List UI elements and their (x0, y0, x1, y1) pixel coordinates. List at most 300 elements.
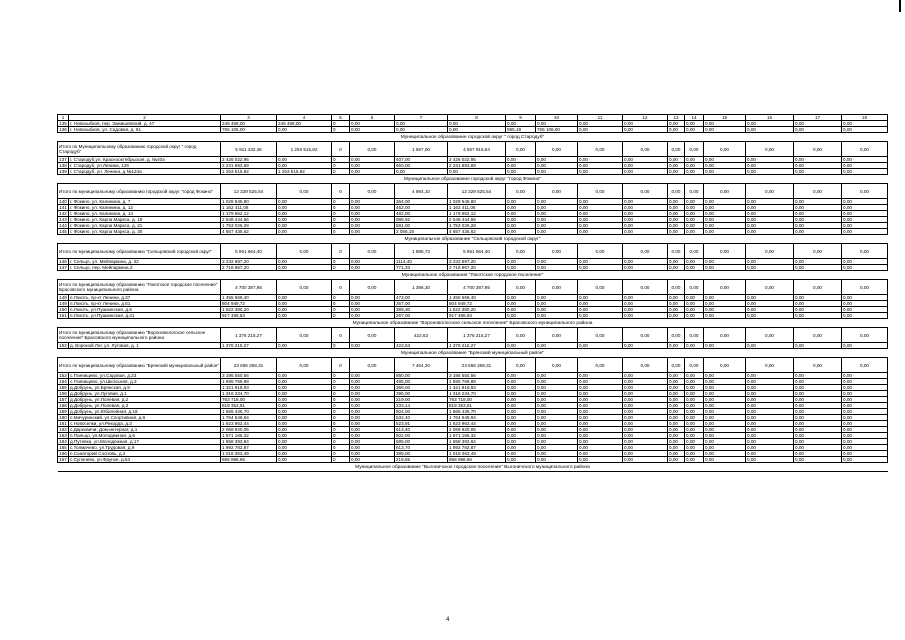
total-cell: 0,00 (277, 280, 332, 295)
value-cell: 0,00 (578, 433, 623, 439)
total-cell: 1 396,30 (395, 280, 448, 295)
value-cell: 1 522 380,20 (221, 307, 277, 313)
value-cell: 0,00 (277, 415, 332, 421)
value-cell: 0 (332, 295, 350, 301)
value-cell: 0 (332, 229, 350, 235)
row-number: 165 (59, 445, 67, 450)
total-cell: 0,00 (842, 184, 888, 199)
total-cell: 0,00 (536, 358, 578, 373)
row-number: 136 (59, 127, 67, 132)
page-number: 4 (446, 617, 450, 623)
value-cell: 2 426 022,95 (221, 157, 277, 163)
value-cell: 0,00 (536, 229, 578, 235)
value-cell: 1 992 782,87 (448, 445, 506, 451)
value-cell: 0,00 (704, 211, 746, 217)
value-cell: 0,00 (623, 211, 668, 217)
row-number: 154 (59, 379, 67, 384)
section-title: Муниципальное образование "Брянский муниципальный район" (58, 349, 888, 358)
column-number: 15 (704, 115, 746, 121)
column-number: 14 (685, 115, 704, 121)
value-cell: 0,00 (704, 379, 746, 385)
value-cell: 0,00 (704, 343, 746, 349)
value-cell: 0,00 (623, 307, 668, 313)
value-cell: 0,00 (277, 397, 332, 403)
value-cell: 763 718,00 (448, 397, 506, 403)
value-cell: 0 (332, 439, 350, 445)
value-cell: 0,00 (350, 217, 395, 223)
value-cell: 0,00 (704, 163, 746, 169)
total-cell: 0 (332, 280, 350, 295)
value-cell: 0,00 (350, 397, 395, 403)
value-cell: 0,00 (578, 157, 623, 163)
row-number: 163 (59, 433, 67, 438)
value-cell: 0,00 (350, 211, 395, 217)
value-cell: 0,00 (623, 121, 668, 127)
value-cell: 0 (332, 169, 350, 175)
value-cell: 0,00 (536, 439, 578, 445)
value-cell: 0,00 (506, 391, 536, 397)
total-cell: 0,00 (623, 244, 668, 259)
value-cell: 0,00 (350, 157, 395, 163)
value-cell: 0,00 (794, 433, 842, 439)
value-cell: 1 162 411,06 (221, 205, 277, 211)
row-number: 139 (59, 169, 67, 174)
total-cell: 0,00 (350, 358, 395, 373)
value-cell: 0,00 (578, 379, 623, 385)
value-cell: 0,00 (506, 169, 536, 175)
row-number: 142 (59, 211, 67, 216)
value-cell: 0,00 (842, 433, 888, 439)
value-cell: 0,00 (277, 433, 332, 439)
value-cell: 1 162 411,06 (448, 205, 506, 211)
value-cell: 0,00 (536, 157, 578, 163)
value-cell: 0,00 (277, 157, 332, 163)
value-cell: 0,00 (704, 229, 746, 235)
column-number: 5 (332, 115, 350, 121)
total-cell: 0,00 (277, 358, 332, 373)
value-cell: 1 623 962,44 (221, 421, 277, 427)
total-cell: 0,00 (746, 142, 794, 157)
value-cell: 233,14 (395, 403, 448, 409)
value-cell: 0,00 (536, 307, 578, 313)
value-cell: 0 (332, 373, 350, 379)
value-cell: 0,00 (746, 265, 794, 271)
value-cell: 0,00 (794, 403, 842, 409)
total-cell: 0,00 (668, 280, 685, 295)
value-cell: 0,00 (623, 205, 668, 211)
value-cell: 0,00 (794, 439, 842, 445)
value-cell: 0,00 (685, 217, 704, 223)
total-cell: 0,00 (277, 184, 332, 199)
value-cell: 0,00 (794, 445, 842, 451)
value-cell: 0,00 (668, 199, 685, 205)
register-table (57, 114, 888, 472)
row-number: 164 (59, 439, 67, 444)
address-cell: г. Фокино, ул. Калинина, д. 7 (69, 199, 221, 205)
value-cell: 755 106,00 (536, 127, 578, 133)
value-cell: 0,00 (746, 415, 794, 421)
value-cell: 1 018 363,49 (448, 451, 506, 457)
value-cell: 0,00 (506, 223, 536, 229)
value-cell: 0,00 (794, 385, 842, 391)
total-cell: 4 984,10 (395, 184, 448, 199)
address-cell: п.Локоть, пр-кт Ленина, д.37 (69, 295, 221, 301)
total-cell: 0,00 (536, 328, 578, 343)
total-cell: 0,00 (704, 184, 746, 199)
value-cell: 368,00 (395, 385, 448, 391)
value-cell: 0 (332, 157, 350, 163)
value-cell: 0 (332, 121, 350, 127)
column-number: 2 (69, 115, 221, 121)
value-cell: 0,00 (578, 127, 623, 133)
value-cell: 0,00 (277, 421, 332, 427)
total-cell: 0,00 (536, 280, 578, 295)
value-cell: 0,00 (704, 421, 746, 427)
total-cell: 0,00 (623, 280, 668, 295)
value-cell: 0,00 (536, 211, 578, 217)
total-cell: 4 700 387,95 (221, 280, 277, 295)
value-cell: 0,00 (506, 211, 536, 217)
value-cell: 0,00 (350, 121, 395, 127)
value-cell: 1 871 186,32 (448, 433, 506, 439)
value-cell: 0,00 (277, 451, 332, 457)
value-cell: 0,00 (578, 421, 623, 427)
value-cell: 532,40 (395, 415, 448, 421)
value-cell: 0,00 (578, 223, 623, 229)
value-cell: 0,00 (668, 433, 685, 439)
value-cell: 0,00 (842, 157, 888, 163)
total-cell: 0,00 (746, 328, 794, 343)
value-cell: 0,00 (842, 343, 888, 349)
value-cell: 0,00 (842, 421, 888, 427)
value-cell: 0,00 (506, 229, 536, 235)
value-cell: 0,00 (685, 211, 704, 217)
value-cell: 0,00 (685, 439, 704, 445)
total-cell: 0,00 (668, 184, 685, 199)
value-cell: 0,00 (277, 259, 332, 265)
value-cell: 755 106,00 (221, 127, 277, 133)
value-cell: 0,00 (506, 445, 536, 451)
row-number: 149 (59, 301, 67, 306)
value-cell: 0,00 (448, 127, 506, 133)
value-cell: 0,00 (794, 427, 842, 433)
row-number: 146 (59, 259, 67, 264)
value-cell: 504,00 (395, 409, 448, 415)
section-title: Муниципальное образование городской округ " город Стародуб" (58, 133, 888, 142)
value-cell: 0,00 (578, 259, 623, 265)
value-cell: 1 623 962,44 (448, 421, 506, 427)
value-cell: 0,00 (668, 157, 685, 163)
value-cell: 1 753 026,28 (221, 223, 277, 229)
value-cell: 0,00 (668, 409, 685, 415)
value-cell: 0 (332, 451, 350, 457)
value-cell: 0,00 (536, 457, 578, 463)
value-cell: 0,00 (277, 295, 332, 301)
value-cell: 1 455 569,40 (221, 295, 277, 301)
value-cell: 0,00 (842, 217, 888, 223)
value-cell: 0,00 (536, 421, 578, 427)
row-number: 159 (59, 409, 67, 414)
row-number: 143 (59, 217, 67, 222)
value-cell: 0,00 (685, 121, 704, 127)
value-cell: 0,00 (746, 433, 794, 439)
value-cell: 0,00 (668, 121, 685, 127)
value-cell: 0,00 (350, 229, 395, 235)
value-cell: 0,00 (578, 457, 623, 463)
value-cell: 0,00 (623, 421, 668, 427)
column-number: 17 (794, 115, 842, 121)
total-label: Итого по муниципальному образованию "Локотское городское поселение" Брасовского муниципального района (58, 280, 221, 295)
value-cell: 0,00 (685, 391, 704, 397)
value-cell: 0,00 (794, 121, 842, 127)
value-cell: 0,00 (704, 451, 746, 457)
total-cell: 0,00 (704, 358, 746, 373)
total-cell: 0,00 (794, 142, 842, 157)
total-cell: 0,00 (578, 184, 623, 199)
value-cell: 0,00 (277, 313, 332, 319)
value-cell: 0,00 (536, 373, 578, 379)
table-body (58, 115, 888, 472)
value-cell: 0,00 (578, 205, 623, 211)
value-cell: 1 753 026,28 (448, 223, 506, 229)
value-cell: 0 (332, 163, 350, 169)
total-row (58, 358, 888, 373)
value-cell: 0,00 (746, 343, 794, 349)
value-cell: 0,00 (506, 373, 536, 379)
total-cell: 0,00 (704, 244, 746, 259)
total-row (58, 244, 888, 259)
value-cell: 364,00 (395, 199, 448, 205)
value-cell: 0,00 (350, 409, 395, 415)
value-cell: 0,00 (350, 379, 395, 385)
value-cell: 0,00 (623, 379, 668, 385)
column-number: 6 (350, 115, 395, 121)
value-cell: 0,00 (623, 385, 668, 391)
total-cell: 0,00 (668, 244, 685, 259)
value-cell: 0,00 (536, 295, 578, 301)
value-cell: 0,00 (350, 433, 395, 439)
total-cell: 4 657 916,64 (448, 142, 506, 157)
value-cell: 0,00 (277, 385, 332, 391)
value-cell: 0,00 (746, 205, 794, 211)
value-cell: 0,00 (746, 169, 794, 175)
total-cell: 422,63 (395, 328, 448, 343)
value-cell: 0,00 (623, 403, 668, 409)
address-cell: г. Фокино, ул. Карла Маркса, д. 21 (69, 223, 221, 229)
row-number: 148 (59, 295, 67, 300)
address-cell: г. Сельцо, пер. Мейпаркина,3 (69, 265, 221, 271)
value-cell: 0,00 (506, 199, 536, 205)
value-cell: 0,00 (704, 313, 746, 319)
value-cell: 0,00 (746, 391, 794, 397)
value-cell: 0 (332, 265, 350, 271)
total-label: Итого по Муниципальному образованию городской округ " город Стародуб" (58, 142, 221, 157)
value-cell: 0,00 (448, 169, 506, 175)
section-header (58, 175, 888, 184)
value-cell: 0,00 (794, 265, 842, 271)
value-cell: 0,00 (746, 301, 794, 307)
total-cell: 0,00 (277, 328, 332, 343)
value-cell: 0 (332, 457, 350, 463)
value-cell: 0,00 (578, 211, 623, 217)
value-cell: 1 871 186,32 (221, 433, 277, 439)
column-number: 10 (536, 115, 578, 121)
value-cell: 0,00 (350, 307, 395, 313)
column-number: 9 (506, 115, 536, 121)
value-cell: 0,00 (395, 121, 448, 127)
value-cell: 0,00 (536, 205, 578, 211)
value-cell: 0,00 (704, 439, 746, 445)
value-cell: 0,00 (536, 397, 578, 403)
value-cell: 0,00 (842, 313, 888, 319)
value-cell: 0,00 (685, 445, 704, 451)
value-cell: 804 949,72 (448, 301, 506, 307)
value-cell: 0,00 (277, 445, 332, 451)
value-cell: 0,00 (350, 421, 395, 427)
section-header (58, 235, 888, 244)
value-cell: 0,00 (277, 163, 332, 169)
value-cell: 523,91 (395, 421, 448, 427)
value-cell: 0,00 (277, 439, 332, 445)
value-cell: 267,00 (395, 313, 448, 319)
value-cell: 0,00 (842, 391, 888, 397)
value-cell: 1 695 759,88 (448, 379, 506, 385)
total-cell: 5 911 432,46 (221, 142, 277, 157)
value-cell: 0,00 (277, 265, 332, 271)
value-cell: 0,00 (623, 439, 668, 445)
value-cell: 0 (332, 379, 350, 385)
value-cell: 0,00 (277, 211, 332, 217)
address-cell: д.Добрунь, ул.Брянская, д.9 (69, 385, 221, 391)
row-number: 158 (59, 403, 67, 408)
value-cell: 0,00 (623, 445, 668, 451)
value-cell: 0,00 (350, 373, 395, 379)
value-cell: 0,00 (685, 403, 704, 409)
row-number: 137 (59, 157, 67, 162)
value-cell: 0,00 (536, 391, 578, 397)
value-cell: 0,00 (578, 415, 623, 421)
value-cell: 1 695 759,88 (221, 379, 277, 385)
row-number: 162 (59, 427, 67, 432)
total-cell: 0,00 (746, 244, 794, 259)
total-cell: 12 329 525,54 (221, 184, 277, 199)
edge-mark (899, 0, 901, 12)
value-cell: 0,00 (746, 121, 794, 127)
total-cell: 0,00 (685, 142, 704, 157)
value-cell: 0,00 (794, 409, 842, 415)
value-cell: 0,00 (842, 397, 888, 403)
value-cell: 485,00 (395, 379, 448, 385)
value-cell: 0,00 (794, 391, 842, 397)
value-cell: 0,00 (746, 439, 794, 445)
value-cell: 1 321 918,93 (221, 385, 277, 391)
value-cell: 0,00 (685, 415, 704, 421)
value-cell: 988,92 (395, 217, 448, 223)
address-cell: п.Мичуринский, ул.Спортивная, д.6 (69, 415, 221, 421)
value-cell: 2 069 920,05 (448, 427, 506, 433)
value-cell: 0,00 (794, 199, 842, 205)
value-cell: 1 179 662,12 (448, 211, 506, 217)
value-cell: 0 (332, 403, 350, 409)
total-cell: 0,00 (506, 328, 536, 343)
value-cell: 0,00 (623, 217, 668, 223)
value-cell: 1 764 649,94 (221, 415, 277, 421)
value-cell: 0,00 (746, 307, 794, 313)
value-cell: 0,00 (506, 397, 536, 403)
value-cell: 1 018 363,49 (221, 451, 277, 457)
value-cell: 0,00 (704, 397, 746, 403)
value-cell: 1 253 515,82 (221, 169, 277, 175)
value-cell: 0,00 (794, 295, 842, 301)
value-cell: 0,00 (578, 439, 623, 445)
total-cell: 1 587,00 (395, 142, 448, 157)
value-cell: 0,00 (350, 391, 395, 397)
value-cell: 0,00 (668, 169, 685, 175)
value-cell: 0,00 (746, 229, 794, 235)
value-cell: 0,00 (842, 265, 888, 271)
column-number: 7 (395, 115, 448, 121)
value-cell: 0,00 (842, 409, 888, 415)
total-cell: 0,00 (685, 280, 704, 295)
value-cell: 0,00 (536, 259, 578, 265)
value-cell: 0,00 (506, 265, 536, 271)
value-cell: 0 (332, 307, 350, 313)
value-cell: 0,00 (506, 343, 536, 349)
value-cell: 0,00 (668, 163, 685, 169)
value-cell: 0,00 (536, 427, 578, 433)
value-cell: 0,00 (668, 403, 685, 409)
value-cell: 0,00 (746, 421, 794, 427)
value-cell: 389,00 (395, 451, 448, 457)
value-cell: 0,00 (704, 445, 746, 451)
value-cell: 0,00 (685, 163, 704, 169)
total-cell: 0,00 (794, 328, 842, 343)
value-cell: 0,00 (842, 403, 888, 409)
address-cell: д.Добрунь, ул.Луговая, д.1 (69, 391, 221, 397)
value-cell: 0,00 (350, 427, 395, 433)
value-cell: 0 (332, 391, 350, 397)
value-cell: 1114,40 (395, 259, 448, 265)
column-number: 12 (623, 115, 668, 121)
value-cell: 0,00 (578, 265, 623, 271)
value-cell: 0,00 (277, 307, 332, 313)
value-cell: 0,00 (506, 427, 536, 433)
address-cell: г. Фокино, ул. Карла Маркса, д. 30 (69, 229, 221, 235)
value-cell: 0,00 (704, 265, 746, 271)
value-cell: 0 (332, 259, 350, 265)
value-cell: 1 665 435,70 (448, 409, 506, 415)
section-header (58, 349, 888, 358)
column-number: 3 (221, 115, 277, 121)
value-cell: 0 (332, 415, 350, 421)
address-cell: п.Локоть, ул.Пушкинская, д.6 (69, 307, 221, 313)
value-cell: 613,40 (395, 427, 448, 433)
total-cell: 0,00 (578, 142, 623, 157)
value-cell: 0,00 (685, 199, 704, 205)
value-cell: 0,00 (746, 379, 794, 385)
total-cell: 0,00 (350, 280, 395, 295)
address-cell: с.Новоселки, ул.Рекорда, д.3 (69, 421, 221, 427)
value-cell: 0,00 (277, 403, 332, 409)
value-cell: 0,00 (623, 415, 668, 421)
total-label: Итого по муниципальному образованию городской округ "город Фокино" (58, 184, 221, 199)
value-cell: 0,00 (506, 163, 536, 169)
value-cell: 0 (332, 433, 350, 439)
value-cell: 0,00 (350, 445, 395, 451)
value-cell: 0,00 (842, 373, 888, 379)
value-cell: 3 232 697,20 (448, 259, 506, 265)
value-cell: 0,00 (842, 169, 888, 175)
